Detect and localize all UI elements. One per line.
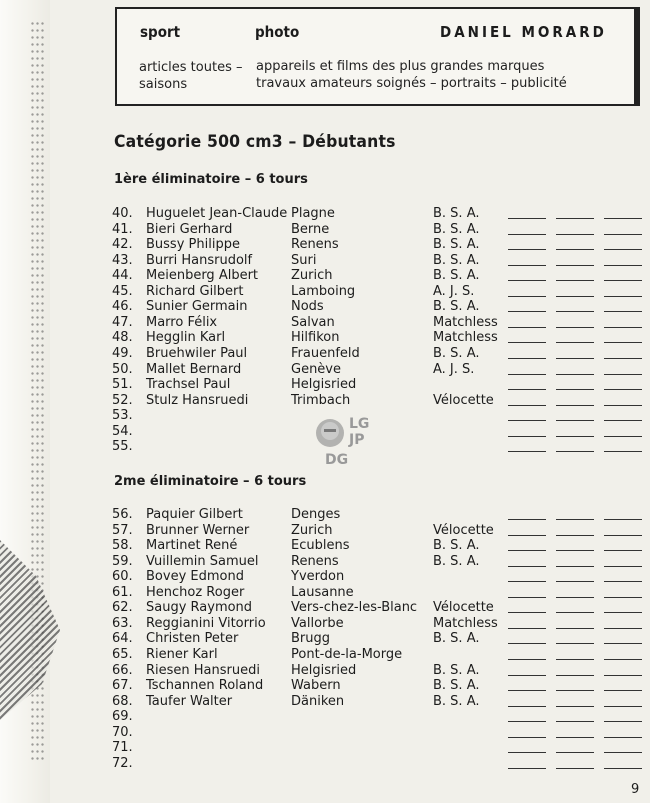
result-blank-2	[556, 597, 594, 598]
rider-row	[0, 253, 650, 269]
rider-name: Riener Karl	[146, 647, 218, 662]
result-blank-1	[508, 234, 546, 235]
result-blank-1	[508, 311, 546, 312]
result-blank-2	[556, 451, 594, 452]
result-blank-2	[556, 420, 594, 421]
rider-row	[0, 315, 650, 331]
rider-row	[0, 330, 650, 346]
result-blank-2	[556, 721, 594, 722]
result-blank-3	[604, 327, 642, 328]
rider-name: Reggianini Vitorrio	[146, 615, 266, 631]
result-blank-1	[508, 280, 546, 281]
rider-number: 44.	[112, 268, 133, 284]
result-blank-3	[604, 280, 642, 281]
result-blank-2	[556, 265, 594, 266]
result-blank-2	[556, 643, 594, 644]
rider-motorcycle: Vélocette	[433, 522, 494, 538]
rider-row	[0, 631, 650, 647]
rider-name: Trachsel Paul	[146, 377, 231, 393]
rider-number: 41.	[112, 221, 133, 237]
ad-right-line2: travaux amateurs soignés – portraits – publicité	[256, 76, 567, 91]
rider-row	[0, 284, 650, 300]
ad-brand-name: DANIEL MORARD	[440, 23, 607, 41]
rider-city: Suri	[291, 252, 317, 268]
result-blank-2	[556, 374, 594, 375]
result-blank-2	[556, 296, 594, 297]
rider-number: 72.	[112, 755, 133, 771]
result-blank-3	[604, 342, 642, 343]
rider-row	[0, 268, 650, 284]
result-blank-2	[556, 342, 594, 343]
result-blank-1	[508, 752, 546, 753]
result-blank-2	[556, 234, 594, 235]
rider-number: 59.	[112, 553, 133, 569]
rider-number: 71.	[112, 740, 133, 756]
result-blank-3	[604, 737, 642, 738]
result-blank-3	[604, 659, 642, 660]
rider-city: Lausanne	[291, 584, 354, 600]
result-blank-1	[508, 249, 546, 250]
ad-sport-heading: sport	[140, 23, 181, 41]
rider-row	[0, 237, 650, 253]
rider-name: Christen Peter	[146, 631, 239, 647]
rider-row	[0, 709, 650, 725]
rider-city: Berne	[291, 221, 330, 237]
rider-number: 43.	[112, 252, 133, 268]
rider-name: Stulz Hansruedi	[146, 392, 249, 408]
result-blank-2	[556, 550, 594, 551]
round-2-title: 2me éliminatoire – 6 tours	[114, 474, 307, 489]
result-blank-3	[604, 597, 642, 598]
result-blank-1	[508, 581, 546, 582]
rider-name: Richard Gilbert	[146, 283, 244, 299]
result-blank-3	[604, 374, 642, 375]
result-blank-3	[604, 566, 642, 567]
rider-city: Pont-de-la-Morge	[291, 647, 403, 662]
rider-number: 56.	[112, 507, 133, 522]
rider-number: 50.	[112, 361, 133, 377]
watermark-line3: DG	[325, 452, 349, 467]
result-blank-1	[508, 358, 546, 359]
rider-row	[0, 694, 650, 710]
result-blank-1	[508, 550, 546, 551]
rider-number: 53.	[112, 408, 133, 424]
rider-number: 65.	[112, 647, 133, 662]
result-blank-2	[556, 659, 594, 660]
rider-name: Burri Hansrudolf	[146, 252, 253, 268]
rider-number: 57.	[112, 522, 133, 538]
result-blank-3	[604, 550, 642, 551]
result-blank-1	[508, 690, 546, 691]
rider-name: Vuillemin Samuel	[146, 553, 259, 569]
result-blank-1	[508, 628, 546, 629]
rider-name: Mallet Bernard	[146, 361, 242, 377]
rider-row	[0, 222, 650, 238]
result-blank-3	[604, 519, 642, 520]
result-blank-3	[604, 706, 642, 707]
result-blank-1	[508, 566, 546, 567]
rider-name: Henchoz Roger	[146, 584, 245, 600]
result-blank-1	[508, 296, 546, 297]
result-blank-1	[508, 436, 546, 437]
rider-row	[0, 299, 650, 315]
rider-number: 60.	[112, 569, 133, 585]
result-blank-1	[508, 675, 546, 676]
rider-name: Bovey Edmond	[146, 569, 244, 585]
result-blank-2	[556, 706, 594, 707]
rider-name: Hegglin Karl	[146, 330, 226, 346]
result-blank-3	[604, 451, 642, 452]
result-blank-2	[556, 566, 594, 567]
watermark-line2: JP	[349, 432, 365, 448]
rider-name: Bussy Philippe	[146, 237, 240, 253]
result-blank-2	[556, 358, 594, 359]
result-blank-3	[604, 675, 642, 676]
rider-name: Sunier Germain	[146, 299, 248, 315]
rider-row	[0, 346, 650, 362]
rider-city: Nods	[291, 299, 324, 315]
rider-motorcycle: Matchless	[433, 330, 498, 346]
result-blank-2	[556, 280, 594, 281]
result-blank-2	[556, 311, 594, 312]
rider-city: Denges	[291, 507, 341, 522]
rider-row	[0, 756, 650, 772]
rider-name: Bruehwiler Paul	[146, 346, 248, 361]
rider-number: 51.	[112, 377, 133, 393]
rider-number: 54.	[112, 423, 133, 439]
rider-motorcycle: B. S. A.	[433, 538, 480, 554]
rider-motorcycle: B. S. A.	[433, 346, 480, 361]
rider-number: 47.	[112, 314, 133, 330]
rider-motorcycle: B. S. A.	[433, 678, 480, 693]
result-blank-1	[508, 643, 546, 644]
result-blank-1	[508, 659, 546, 660]
rider-row	[0, 206, 650, 222]
rider-number: 40.	[112, 206, 133, 221]
rider-row	[0, 569, 650, 585]
ad-right-line1: appareils et films des plus grandes marques	[256, 59, 545, 74]
rider-motorcycle: B. S. A.	[433, 237, 480, 253]
result-blank-2	[556, 389, 594, 390]
rider-row	[0, 725, 650, 741]
rider-number: 64.	[112, 631, 133, 647]
result-blank-2	[556, 737, 594, 738]
rider-city: Lamboing	[291, 283, 356, 299]
rider-row	[0, 663, 650, 679]
result-blank-1	[508, 389, 546, 390]
rider-name: Marro Félix	[146, 314, 218, 330]
result-blank-1	[508, 519, 546, 520]
rider-city: Plagne	[291, 206, 335, 221]
ad-photo-heading: photo	[255, 23, 300, 41]
rider-row	[0, 678, 650, 694]
result-blank-3	[604, 535, 642, 536]
rider-motorcycle: B. S. A.	[433, 221, 480, 237]
rider-name: Tschannen Roland	[146, 678, 264, 693]
result-blank-1	[508, 405, 546, 406]
rider-number: 52.	[112, 392, 133, 408]
rider-row	[0, 362, 650, 378]
result-blank-2	[556, 327, 594, 328]
rider-row	[0, 507, 650, 523]
rider-city: Brugg	[291, 631, 331, 647]
result-blank-1	[508, 768, 546, 769]
rider-number: 68.	[112, 693, 133, 709]
result-blank-2	[556, 752, 594, 753]
watermark-line1: LG	[349, 416, 370, 432]
result-blank-3	[604, 358, 642, 359]
result-blank-2	[556, 249, 594, 250]
rider-row	[0, 600, 650, 616]
rider-city: Frauenfeld	[291, 346, 360, 361]
advertisement-box	[115, 7, 640, 106]
rider-motorcycle: B. S. A.	[433, 553, 480, 569]
rider-motorcycle: Matchless	[433, 314, 498, 330]
result-blank-3	[604, 405, 642, 406]
rider-city: Trimbach	[291, 392, 351, 408]
result-blank-3	[604, 752, 642, 753]
category-title: Catégorie 500 cm3 – Débutants	[114, 132, 396, 152]
result-blank-1	[508, 612, 546, 613]
rider-city: Zurich	[291, 268, 333, 284]
rider-name: Taufer Walter	[146, 693, 233, 709]
rider-motorcycle: Vélocette	[433, 600, 494, 616]
ad-left-line1: articles toutes –	[139, 60, 243, 75]
result-blank-3	[604, 265, 642, 266]
result-blank-3	[604, 218, 642, 219]
rider-number: 62.	[112, 600, 133, 616]
rider-motorcycle: A. J. S.	[433, 361, 475, 377]
result-blank-2	[556, 628, 594, 629]
rider-city: Renens	[291, 553, 339, 569]
rider-name: Meienberg Albert	[146, 268, 259, 284]
rider-row	[0, 554, 650, 570]
result-blank-2	[556, 675, 594, 676]
rider-number: 63.	[112, 615, 133, 631]
result-blank-1	[508, 721, 546, 722]
result-blank-1	[508, 327, 546, 328]
result-blank-1	[508, 737, 546, 738]
result-blank-3	[604, 436, 642, 437]
rider-number: 46.	[112, 299, 133, 315]
rider-row	[0, 647, 650, 663]
rider-name: Saugy Raymond	[146, 600, 253, 616]
rider-city: Vers-chez-les-Blanc	[291, 600, 418, 616]
result-blank-3	[604, 389, 642, 390]
rider-number: 42.	[112, 237, 133, 253]
rider-motorcycle: B. S. A.	[433, 662, 480, 678]
rider-city: Däniken	[291, 693, 345, 709]
rider-row	[0, 377, 650, 393]
result-blank-2	[556, 535, 594, 536]
result-blank-3	[604, 721, 642, 722]
rider-city: Zurich	[291, 522, 333, 538]
result-blank-3	[604, 690, 642, 691]
rider-city: Wabern	[291, 678, 341, 693]
round-1-title: 1ère éliminatoire – 6 tours	[114, 172, 308, 187]
rider-row	[0, 523, 650, 539]
ad-left-line2: saisons	[139, 77, 188, 92]
rider-number: 49.	[112, 346, 133, 361]
rider-row	[0, 393, 650, 409]
result-blank-1	[508, 342, 546, 343]
result-blank-3	[604, 612, 642, 613]
page-number: 9	[631, 782, 640, 797]
rider-number: 61.	[112, 584, 133, 600]
rider-city: Vallorbe	[291, 615, 344, 631]
result-blank-2	[556, 436, 594, 437]
result-blank-3	[604, 628, 642, 629]
rider-motorcycle: B. S. A.	[433, 206, 480, 221]
result-blank-1	[508, 597, 546, 598]
rider-number: 58.	[112, 538, 133, 554]
rider-city: Yverdon	[291, 569, 345, 585]
result-blank-2	[556, 690, 594, 691]
result-blank-3	[604, 581, 642, 582]
rider-motorcycle: B. S. A.	[433, 299, 480, 315]
rider-name: Martinet René	[146, 538, 238, 554]
rider-city: Genève	[291, 361, 342, 377]
rider-motorcycle: B. S. A.	[433, 631, 480, 647]
rider-city: Ecublens	[291, 538, 350, 554]
result-blank-1	[508, 420, 546, 421]
result-blank-1	[508, 706, 546, 707]
rider-row	[0, 538, 650, 554]
result-blank-2	[556, 218, 594, 219]
rider-city: Hilfikon	[291, 330, 340, 346]
rider-city: Renens	[291, 237, 339, 253]
rider-number: 69.	[112, 709, 133, 725]
result-blank-3	[604, 296, 642, 297]
rider-name: Paquier Gilbert	[146, 507, 243, 522]
rider-motorcycle: Matchless	[433, 615, 498, 631]
rider-motorcycle: B. S. A.	[433, 693, 480, 709]
rider-number: 66.	[112, 662, 133, 678]
result-blank-1	[508, 374, 546, 375]
result-blank-1	[508, 218, 546, 219]
rider-city: Helgisried	[291, 662, 357, 678]
rider-name: Bieri Gerhard	[146, 221, 233, 237]
rider-motorcycle: Vélocette	[433, 392, 494, 408]
rider-number: 55.	[112, 439, 133, 455]
result-blank-2	[556, 768, 594, 769]
rider-city: Helgisried	[291, 377, 357, 393]
rider-city: Salvan	[291, 314, 335, 330]
rider-number: 70.	[112, 724, 133, 740]
result-blank-1	[508, 265, 546, 266]
lgjpdg-watermark-logo	[313, 412, 373, 467]
rider-row	[0, 740, 650, 756]
result-blank-2	[556, 405, 594, 406]
rider-number: 67.	[112, 678, 133, 693]
rider-motorcycle: B. S. A.	[433, 252, 480, 268]
rider-row	[0, 616, 650, 632]
rider-motorcycle: B. S. A.	[433, 268, 480, 284]
result-blank-3	[604, 420, 642, 421]
result-blank-1	[508, 535, 546, 536]
rider-number: 45.	[112, 283, 133, 299]
rider-motorcycle: A. J. S.	[433, 283, 475, 299]
result-blank-2	[556, 612, 594, 613]
rider-name: Riesen Hansruedi	[146, 662, 260, 678]
result-blank-3	[604, 643, 642, 644]
rider-name: Huguelet Jean-Claude	[146, 206, 288, 221]
result-blank-2	[556, 581, 594, 582]
result-blank-3	[604, 311, 642, 312]
result-blank-3	[604, 768, 642, 769]
rider-name: Brunner Werner	[146, 522, 250, 538]
result-blank-3	[604, 249, 642, 250]
result-blank-3	[604, 234, 642, 235]
result-blank-2	[556, 519, 594, 520]
rider-number: 48.	[112, 330, 133, 346]
result-blank-1	[508, 451, 546, 452]
rider-row	[0, 585, 650, 601]
